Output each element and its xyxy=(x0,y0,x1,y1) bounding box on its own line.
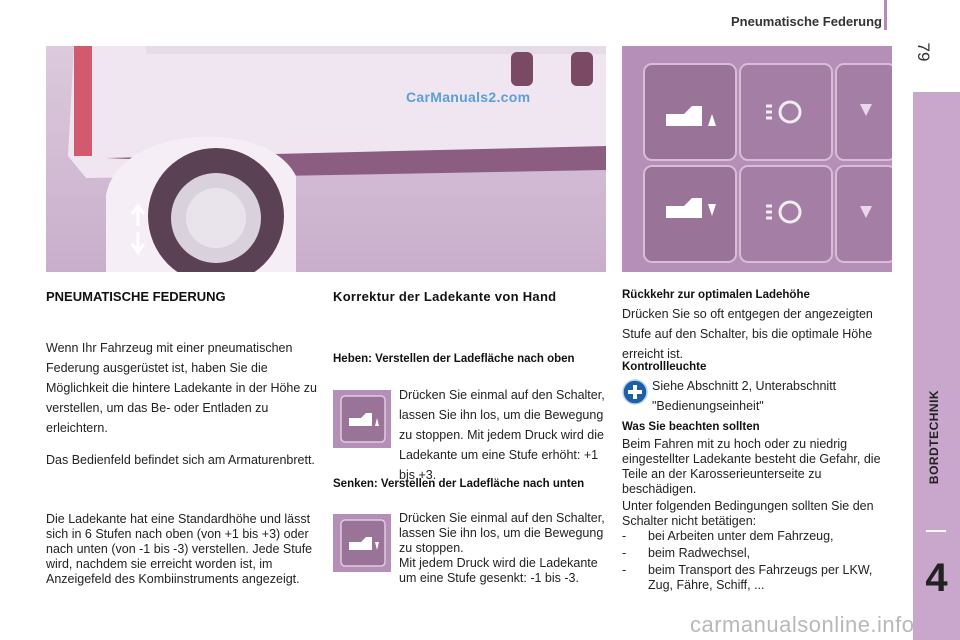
intro-paragraph: Wenn Ihr Fahrzeug mit einer pneumatischen Federung ausgerüstet ist, haben Sie die Möglichkeit die hintere Ladekante in der Höhe zu verstellen, um das Be- oder Entladen zu erleichtern. xyxy=(46,341,318,435)
header-accent-bar xyxy=(884,0,887,30)
warning-lamp-text: Siehe Abschnitt 2, Unterabschnitt "Bedienungseinheit" xyxy=(652,379,837,413)
list-item-text: beim Radwechsel, xyxy=(648,546,751,560)
switch-panel-illustration xyxy=(622,46,892,272)
raise-instructions: Drücken Sie einmal auf den Schalter, lassen Sie ihn los, um die Bewegung zu stoppen. Mit jedem Druck wird die Ladekante um eine Stufe erhöht: +1 bis +3. xyxy=(399,388,605,482)
list-bullet: - xyxy=(622,546,627,560)
running-header: Pneumatische Federung xyxy=(731,14,882,29)
van-wheel-drawing xyxy=(46,46,606,272)
plus-info-icon xyxy=(622,379,648,405)
levels-paragraph: Die Ladekante hat eine Standardhöhe und lässt sich in 6 Stufen nach oben (von +1 bis +3) oder nach unten (von -1 bis -3) verstellen. Jede Stufe wird, nachdem sie erreicht worden ist, im Anzeigefeld des Kombiinstruments angezeigt. xyxy=(46,512,313,586)
list-item-text: beim Transport des Fahrzeugs per LKW, Zug, Fähre, Schiff, ... xyxy=(648,563,873,592)
notes-conditions-intro: Unter folgenden Bedingungen sollten Sie den Schalter nicht betätigen: xyxy=(622,499,874,528)
optimal-height-text: Drücken Sie so oft entgegen der angezeigten Stufe auf den Schalter, bis die optimale Höhe erreicht ist. xyxy=(622,307,873,361)
section-title: PNEUMATISCHE FEDERUNG xyxy=(46,289,226,304)
notes-warning-text: Beim Fahren mit zu hoch oder zu niedrig eingestellter Ladekante besteht die Gefahr, die Teile an der Karosserieunterseite zu beschädigen. xyxy=(622,437,881,496)
lower-subtitle: Senken: Verstellen der Ladefläche nach unten xyxy=(333,478,585,490)
list-bullet: - xyxy=(622,563,627,577)
lower-switch-icon xyxy=(333,514,391,572)
chapter-tab-divider xyxy=(926,530,946,532)
notes-title: Was Sie beachten sollten xyxy=(622,421,760,433)
switch-panel-drawing xyxy=(622,46,892,272)
lower-step-info: Mit jedem Druck wird die Ladekante um eine Stufe gesenkt: -1 bis -3. xyxy=(399,556,598,585)
footer-watermark: carmanualsonline.info xyxy=(690,612,915,637)
image-watermark: CarManuals2.com xyxy=(406,89,531,105)
chapter-tab-label: BORDTECHNIK xyxy=(927,389,941,485)
raise-subtitle: Heben: Verstellen der Ladefläche nach oben xyxy=(333,353,575,365)
control-location-paragraph: Das Bedienfeld befindet sich am Armaturenbrett. xyxy=(46,453,315,467)
lower-instructions: Drücken Sie einmal auf den Schalter, lassen Sie ihn los, um die Bewegung zu stoppen. xyxy=(399,511,605,555)
van-wheel-illustration xyxy=(46,46,606,272)
raise-switch-icon xyxy=(333,390,391,448)
optimal-height-title: Rückkehr zur optimalen Ladehöhe xyxy=(622,289,810,301)
warning-lamp-title: Kontrollleuchte xyxy=(622,361,707,373)
page-number: 79 xyxy=(914,42,933,62)
list-item-text: bei Arbeiten unter dem Fahrzeug, xyxy=(648,529,834,543)
list-bullet: - xyxy=(622,529,627,543)
manual-correction-title: Korrektur der Ladekante von Hand xyxy=(333,289,557,304)
chapter-number: 4 xyxy=(925,556,948,600)
